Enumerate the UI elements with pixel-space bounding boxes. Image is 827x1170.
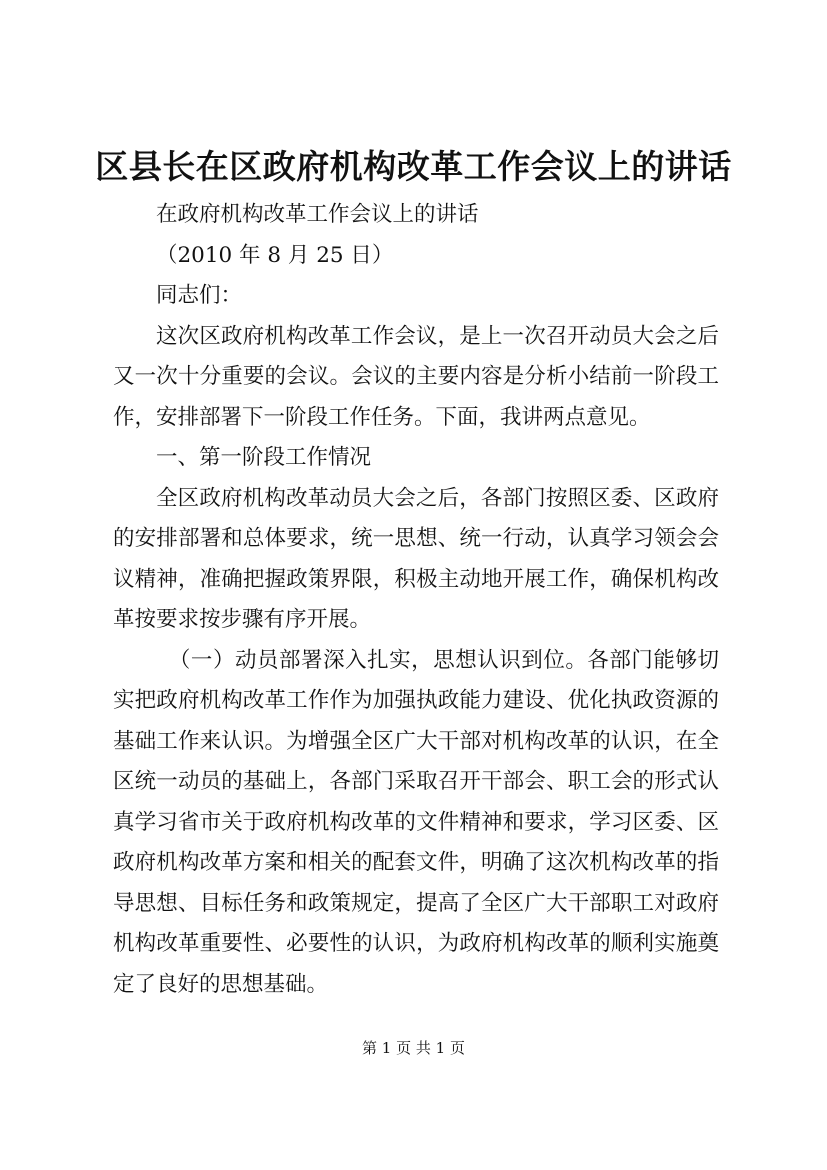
section-heading-1: 一、第一阶段工作情况 — [156, 445, 372, 470]
subsection-1-paragraph: （一）动员部署深入扎实，思想认识到位。各部门能够切实把政府机构改革工作作为加强执政能力建设、优化执政资源的基础工作来认识。为增强全区广大干部对机构改革的认识，在全区统一动员的基础上，各部门采取召开干部会、职工会的形式认真学习省市关于政府机构改革的文件精神和要求，学习区委、区政府机构改革方案和相关的配套文件，明确了这次机构改革的指导思想、目标任务和政策规定，提高了全区广大干部职工对政府机构改革重要性、必要性的认识，为政府机构改革的顺利实施奠定了良好的思想基础。 — [113, 647, 719, 997]
speech-date: （2010 年 8 月 25 日） — [156, 242, 394, 268]
salutation: 同志们： — [156, 283, 243, 308]
section-1-paragraph: 全区政府机构改革动员大会之后，各部门按照区委、区政府的安排部署和总体要求，统一思想、统一行动，认真学习领会会议精神，准确把握政策界限，积极主动地开展工作，确保机构改革按要求按步骤有序开展。 — [113, 485, 719, 632]
speech-subtitle: 在政府机构改革工作会议上的讲话 — [156, 202, 479, 227]
intro-paragraph: 这次区政府机构改革工作会议，是上一次召开动员大会之后又一次十分重要的会议。会议的主要内容是分析小结前一阶段工作，安排部署下一阶段工作任务。下面，我讲两点意见。 — [113, 323, 719, 430]
document-body — [113, 195, 719, 1005]
document-title: 区县长在区政府机构改革工作会议上的讲话 — [95, 147, 732, 186]
page-footer: 第 1 页 共 1 页 — [362, 1039, 465, 1057]
